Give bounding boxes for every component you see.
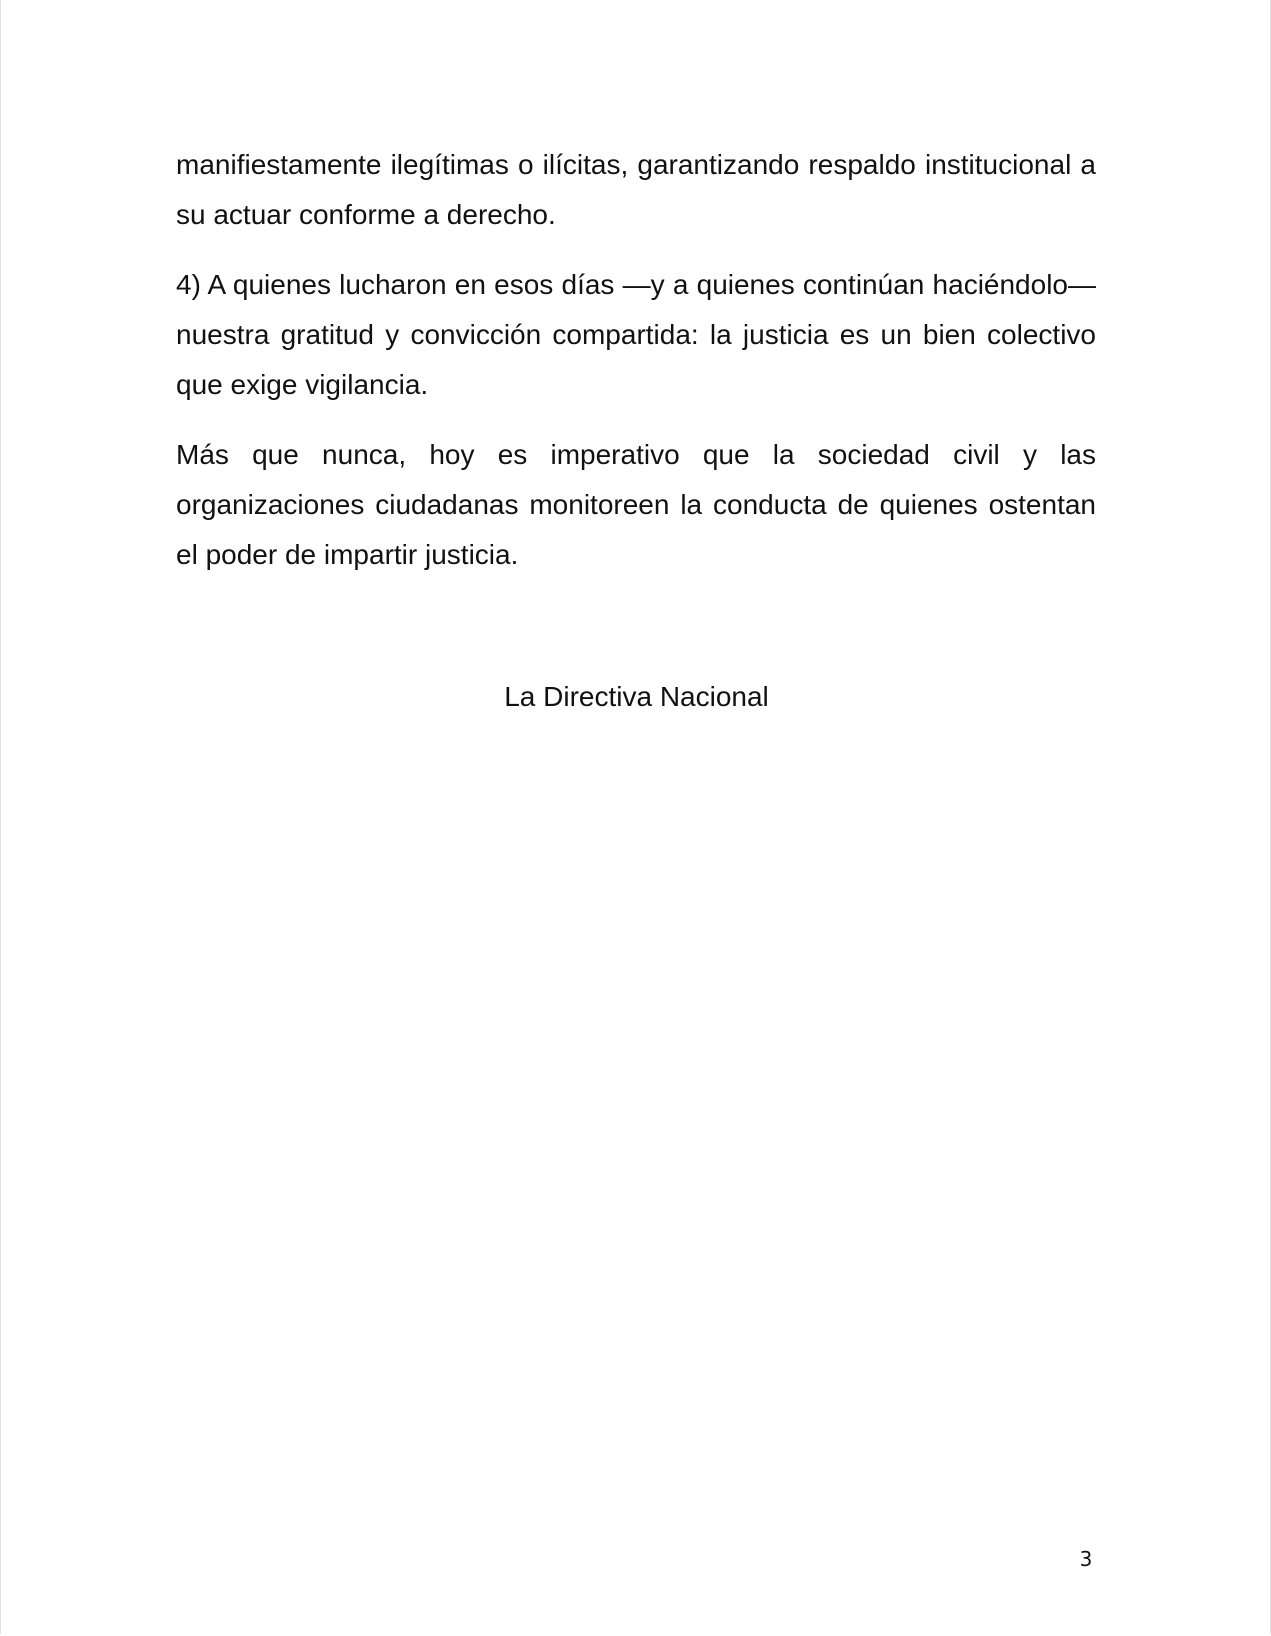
- page-number: 3: [1079, 1547, 1093, 1571]
- paragraph-point-4: 4) A quienes lucharon en esos días —y a quienes continúan haciéndolo— nuestra gratitud y convicción compartida: la justicia es un bien colectivo que exige vigilancia.: [176, 269, 1096, 400]
- signature: La Directiva Nacional: [504, 681, 769, 712]
- paragraph-continuation: manifiestamente ilegítimas o ilícitas, garantizando respaldo institucional a su actuar conforme a derecho.: [176, 149, 1096, 230]
- document-body: [176, 140, 1096, 600]
- paragraph-closing: Más que nunca, hoy es imperativo que la sociedad civil y las organizaciones ciudadanas monitoreen la conducta de quienes ostentan el poder de impartir justicia.: [176, 439, 1096, 570]
